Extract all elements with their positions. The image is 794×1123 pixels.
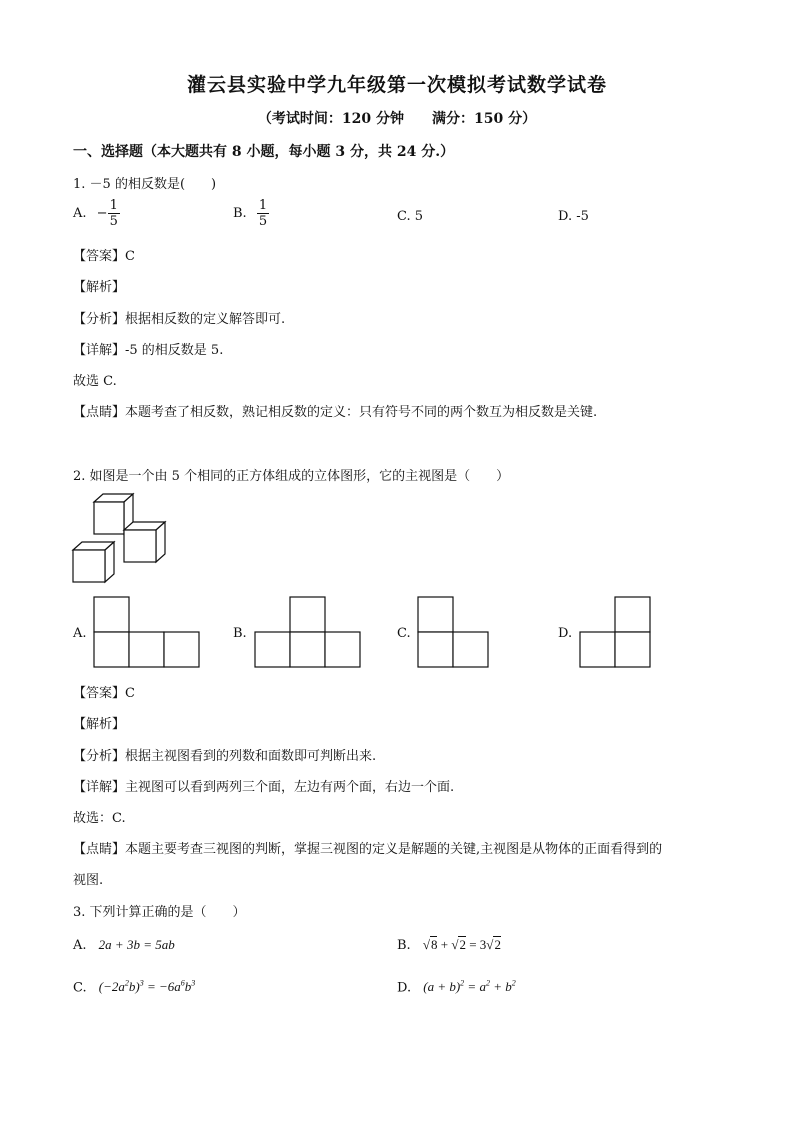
option-label: A.	[73, 206, 87, 221]
fraction	[108, 198, 120, 229]
q1-option-c: C. 5	[397, 209, 424, 224]
exam-info: （考试时间：120 分钟 满分：150 分）	[257, 111, 537, 127]
cube-solid-figure	[70, 490, 175, 588]
q2-dianjing-line2: 视图.	[73, 873, 104, 888]
q1-option-a	[73, 198, 120, 229]
denominator: 5	[258, 214, 268, 229]
q3-option-a	[73, 937, 175, 953]
expr-part: + b	[489, 979, 512, 995]
q1-analysis-tag: 【解析】	[73, 280, 126, 295]
q2-option-d-figure	[579, 596, 652, 668]
q2-option-b-figure	[254, 596, 362, 668]
radicand: 2	[459, 937, 466, 952]
option-label: B.	[397, 938, 411, 953]
minus-sign: −	[96, 206, 108, 221]
expr-part: = a	[464, 979, 486, 995]
expression	[99, 979, 196, 994]
q2-option-a-figure	[93, 596, 201, 668]
q2-answer: 【答案】C	[73, 686, 135, 701]
q1-option-b	[233, 198, 269, 229]
q3-stem: 3. 下列计算正确的是（ ）	[73, 905, 246, 920]
q2-stem: 2. 如图是一个由 5 个相同的正方体组成的立体图形，它的主视图是（ ）	[73, 469, 510, 484]
q1-xiangjie: 【详解】-5 的相反数是 5.	[73, 343, 224, 358]
exponent: 2	[485, 979, 490, 988]
page-title: 灌云县实验中学九年级第一次模拟考试数学试卷	[186, 74, 607, 96]
q2-option-b-label: B.	[233, 626, 247, 641]
numerator: 1	[109, 198, 118, 213]
expr-part: (a + b)	[423, 979, 461, 995]
q1-conclusion: 故选 C.	[73, 374, 117, 389]
exponent: 2	[511, 979, 516, 988]
exponent: 3	[139, 979, 144, 988]
q1-answer: 【答案】C	[73, 249, 135, 264]
q1-fenxi: 【分析】根据相反数的定义解答即可.	[73, 312, 286, 327]
option-label: A.	[73, 938, 87, 953]
expr-part: = −6a	[143, 979, 181, 995]
q2-option-c-figure	[417, 596, 490, 668]
expression	[423, 979, 516, 994]
q2-dianjing-line1: 【点睛】本题主要考查三视图的判断，掌握三视图的定义是解题的关键,主视图是从物体的正面看得到的	[73, 842, 663, 857]
exponent: 2	[460, 979, 465, 988]
q3-option-d	[397, 979, 516, 995]
sqrt-icon: √	[486, 937, 494, 952]
option-label: B.	[233, 206, 247, 221]
equals: = 3	[465, 937, 487, 952]
expr-part: (−2a	[98, 979, 125, 995]
radicand: 8	[430, 937, 438, 952]
plus: +	[437, 937, 452, 952]
q2-conclusion: 故选：C.	[73, 811, 126, 826]
q1-stem: 1. －5 的相反数是( )	[73, 177, 217, 192]
expression	[423, 937, 501, 952]
q2-option-c-label: C.	[397, 626, 411, 641]
section-heading: 一、选择题（本大题共有 8 小题，每小题 3 分，共 24 分.）	[73, 144, 455, 160]
q2-analysis-tag: 【解析】	[73, 717, 126, 732]
numerator: 1	[258, 198, 268, 213]
expr-part: b	[184, 979, 192, 995]
exponent: 3	[191, 979, 196, 988]
q1-option-d: D. -5	[558, 209, 589, 224]
expression: 2a + 3b = 5ab	[98, 937, 175, 952]
q3-option-c	[73, 979, 195, 995]
q2-xiangjie: 【详解】主视图可以看到两列三个面，左边有两个面，右边一个面.	[73, 780, 455, 795]
q2-option-d-label: D.	[558, 626, 573, 641]
denominator: 5	[109, 214, 118, 229]
q2-fenxi: 【分析】根据主视图看到的列数和面数即可判断出来.	[73, 749, 377, 764]
sqrt-icon: √	[422, 937, 430, 952]
radicand: 2	[494, 937, 501, 952]
fraction	[257, 198, 269, 229]
option-label: C.	[73, 980, 87, 996]
q2-option-a-label: A.	[73, 626, 87, 641]
exponent: 6	[180, 979, 185, 988]
expr-part: b)	[128, 979, 140, 995]
q1-dianjing: 【点睛】本题考查了相反数，熟记相反数的定义：只有符号不同的两个数互为相反数是关键.	[73, 405, 598, 420]
exponent: 2	[124, 979, 129, 988]
sqrt-icon: √	[451, 937, 459, 952]
q3-option-b	[397, 937, 501, 953]
option-label: D.	[397, 980, 412, 996]
